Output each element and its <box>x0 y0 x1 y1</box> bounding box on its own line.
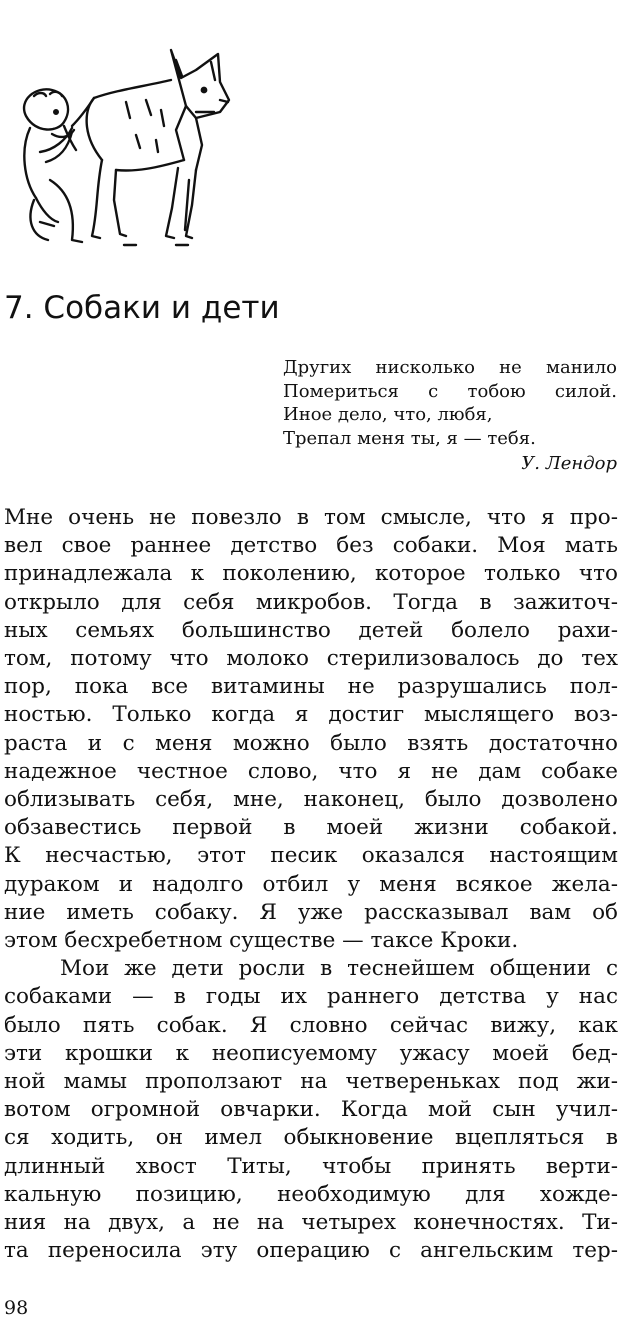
epigraph-author: У. Лендор <box>521 453 617 474</box>
text-line: вел свое раннее детство без собаки. Моя мать <box>4 533 618 559</box>
text-line: ние иметь собаку. Я уже рассказывал вам об <box>4 899 618 925</box>
text-line: длинный хвост Титы, чтобы принять верти- <box>4 1153 618 1179</box>
text-line: дураком и надолго отбил у меня всякое жела- <box>4 871 618 897</box>
epigraph <box>283 356 617 476</box>
text-line: ной мамы проползают на четвереньках под жи- <box>4 1069 618 1095</box>
text-line: облизывать себя, мне, наконец, было дозволено <box>4 787 618 813</box>
text-line: та переносила эту операцию с ангельским тер- <box>4 1238 618 1264</box>
text-line: ностью. Только когда я достиг мыслящего воз- <box>4 702 618 728</box>
chapter-title: 7. Собаки и дети <box>4 290 280 326</box>
text-line: ся ходить, он имел обыкновение вцепляться в <box>4 1125 618 1151</box>
text-line: ных семьях большинство детей болело рахи- <box>4 617 618 643</box>
text-line: вотом огромной овчарки. Когда мой сын учил- <box>4 1097 618 1123</box>
text-line: К несчастью, этот песик оказался настоящим <box>4 843 618 869</box>
text-line: обзавестись первой в моей жизни собакой. <box>4 815 618 841</box>
text-line: пор, пока все витамины не разрушались пол- <box>4 674 618 700</box>
epigraph-line: Трепал меня ты, я — тебя. <box>283 427 536 449</box>
text-line: надежное честное слово, что я не дам собаке <box>4 758 618 784</box>
text-line: собаками — в годы их раннего детства у нас <box>4 984 618 1010</box>
text-line: раста и с меня можно было взять достаточно <box>4 730 618 756</box>
text-line: кальную позицию, необходимую для хожде- <box>4 1181 618 1207</box>
text-line: Мне очень не повезло в том смысле, что я про- <box>4 505 618 530</box>
text-line: этом бесхребетном существе — таксе Кроки. <box>4 928 519 954</box>
text-line: Мои же дети росли в теснейшем общении с <box>60 956 618 982</box>
text-line: ния на двух, а не на четырех конечностях. Ти- <box>4 1210 618 1236</box>
text-line: принадлежала к поколению, которое только что <box>4 561 618 587</box>
child-and-dog-drawing <box>6 40 256 255</box>
paragraph-2 <box>4 955 618 1265</box>
text-line: было пять собак. Я словно сейчас вижу, как <box>4 1012 618 1038</box>
body-text <box>4 504 618 1265</box>
page-number: 98 <box>4 1297 29 1319</box>
text-line: том, потому что молоко стерилизовалось до тех <box>4 646 618 672</box>
text-line: открыло для себя микробов. Тогда в зажиточ- <box>4 589 618 615</box>
epigraph-line: Помериться с тобою силой. <box>283 380 617 402</box>
epigraph-line: Иное дело, что, любя, <box>283 404 493 425</box>
child-and-dog-illustration <box>6 40 256 255</box>
paragraph-1 <box>4 504 618 955</box>
epigraph-line: Других нисколько не манило <box>283 357 617 378</box>
text-line: эти крошки к неописуемому ужасу моей бед- <box>4 1040 618 1066</box>
